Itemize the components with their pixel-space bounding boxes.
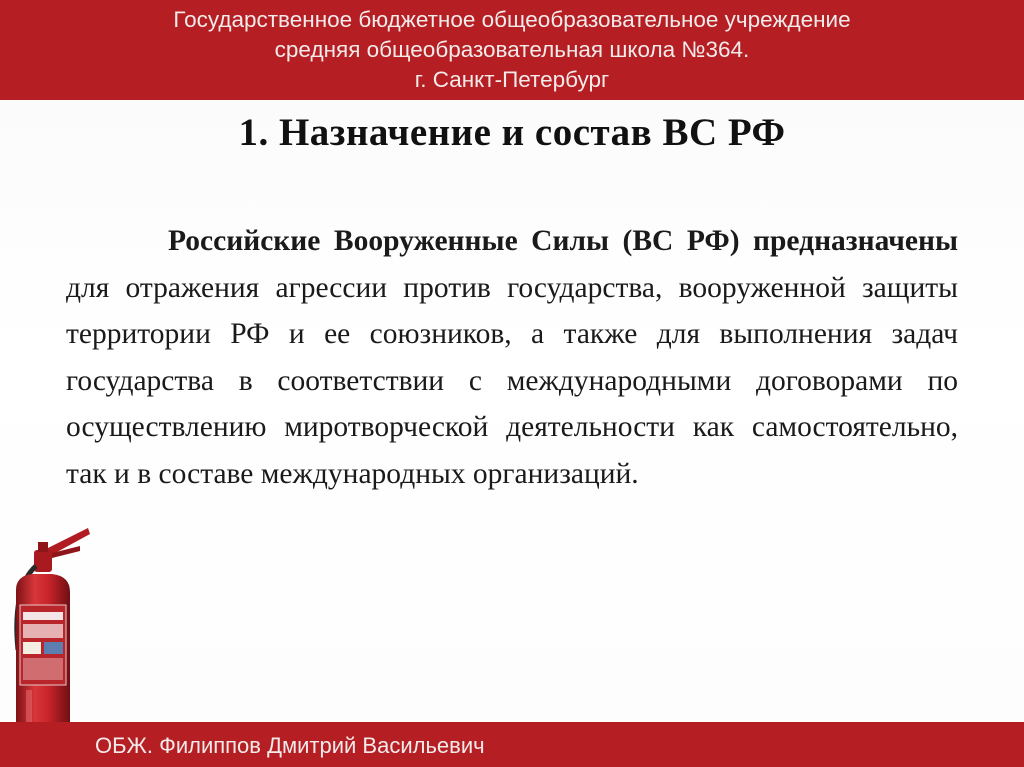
header-banner — [0, 0, 1024, 100]
slide-title: 1. Назначение и состав ВС РФ — [238, 111, 786, 154]
footer-author: ОБЖ. Филиппов Дмитрий Васильевич — [95, 733, 485, 758]
body-paragraph — [66, 218, 958, 497]
paragraph-text: для отражения агрессии против государства, вооруженной защиты территории РФ и ее союзников, а также для выполнения задач государства в соответствии с международными договорами по осуществлению миротворческой деятельности как самостоятельно, так и в составе международных организаций. — [66, 271, 958, 490]
header-line-1: Государственное бюджетное общеобразовательное учреждение — [173, 7, 851, 32]
header-line-3: г. Санкт-Петербург — [414, 67, 610, 92]
paragraph-bold-lead: Российские Вооруженные Силы (ВС РФ) предназначены — [168, 225, 958, 257]
header-line-2: средняя общеобразовательная школа №364. — [274, 37, 750, 62]
